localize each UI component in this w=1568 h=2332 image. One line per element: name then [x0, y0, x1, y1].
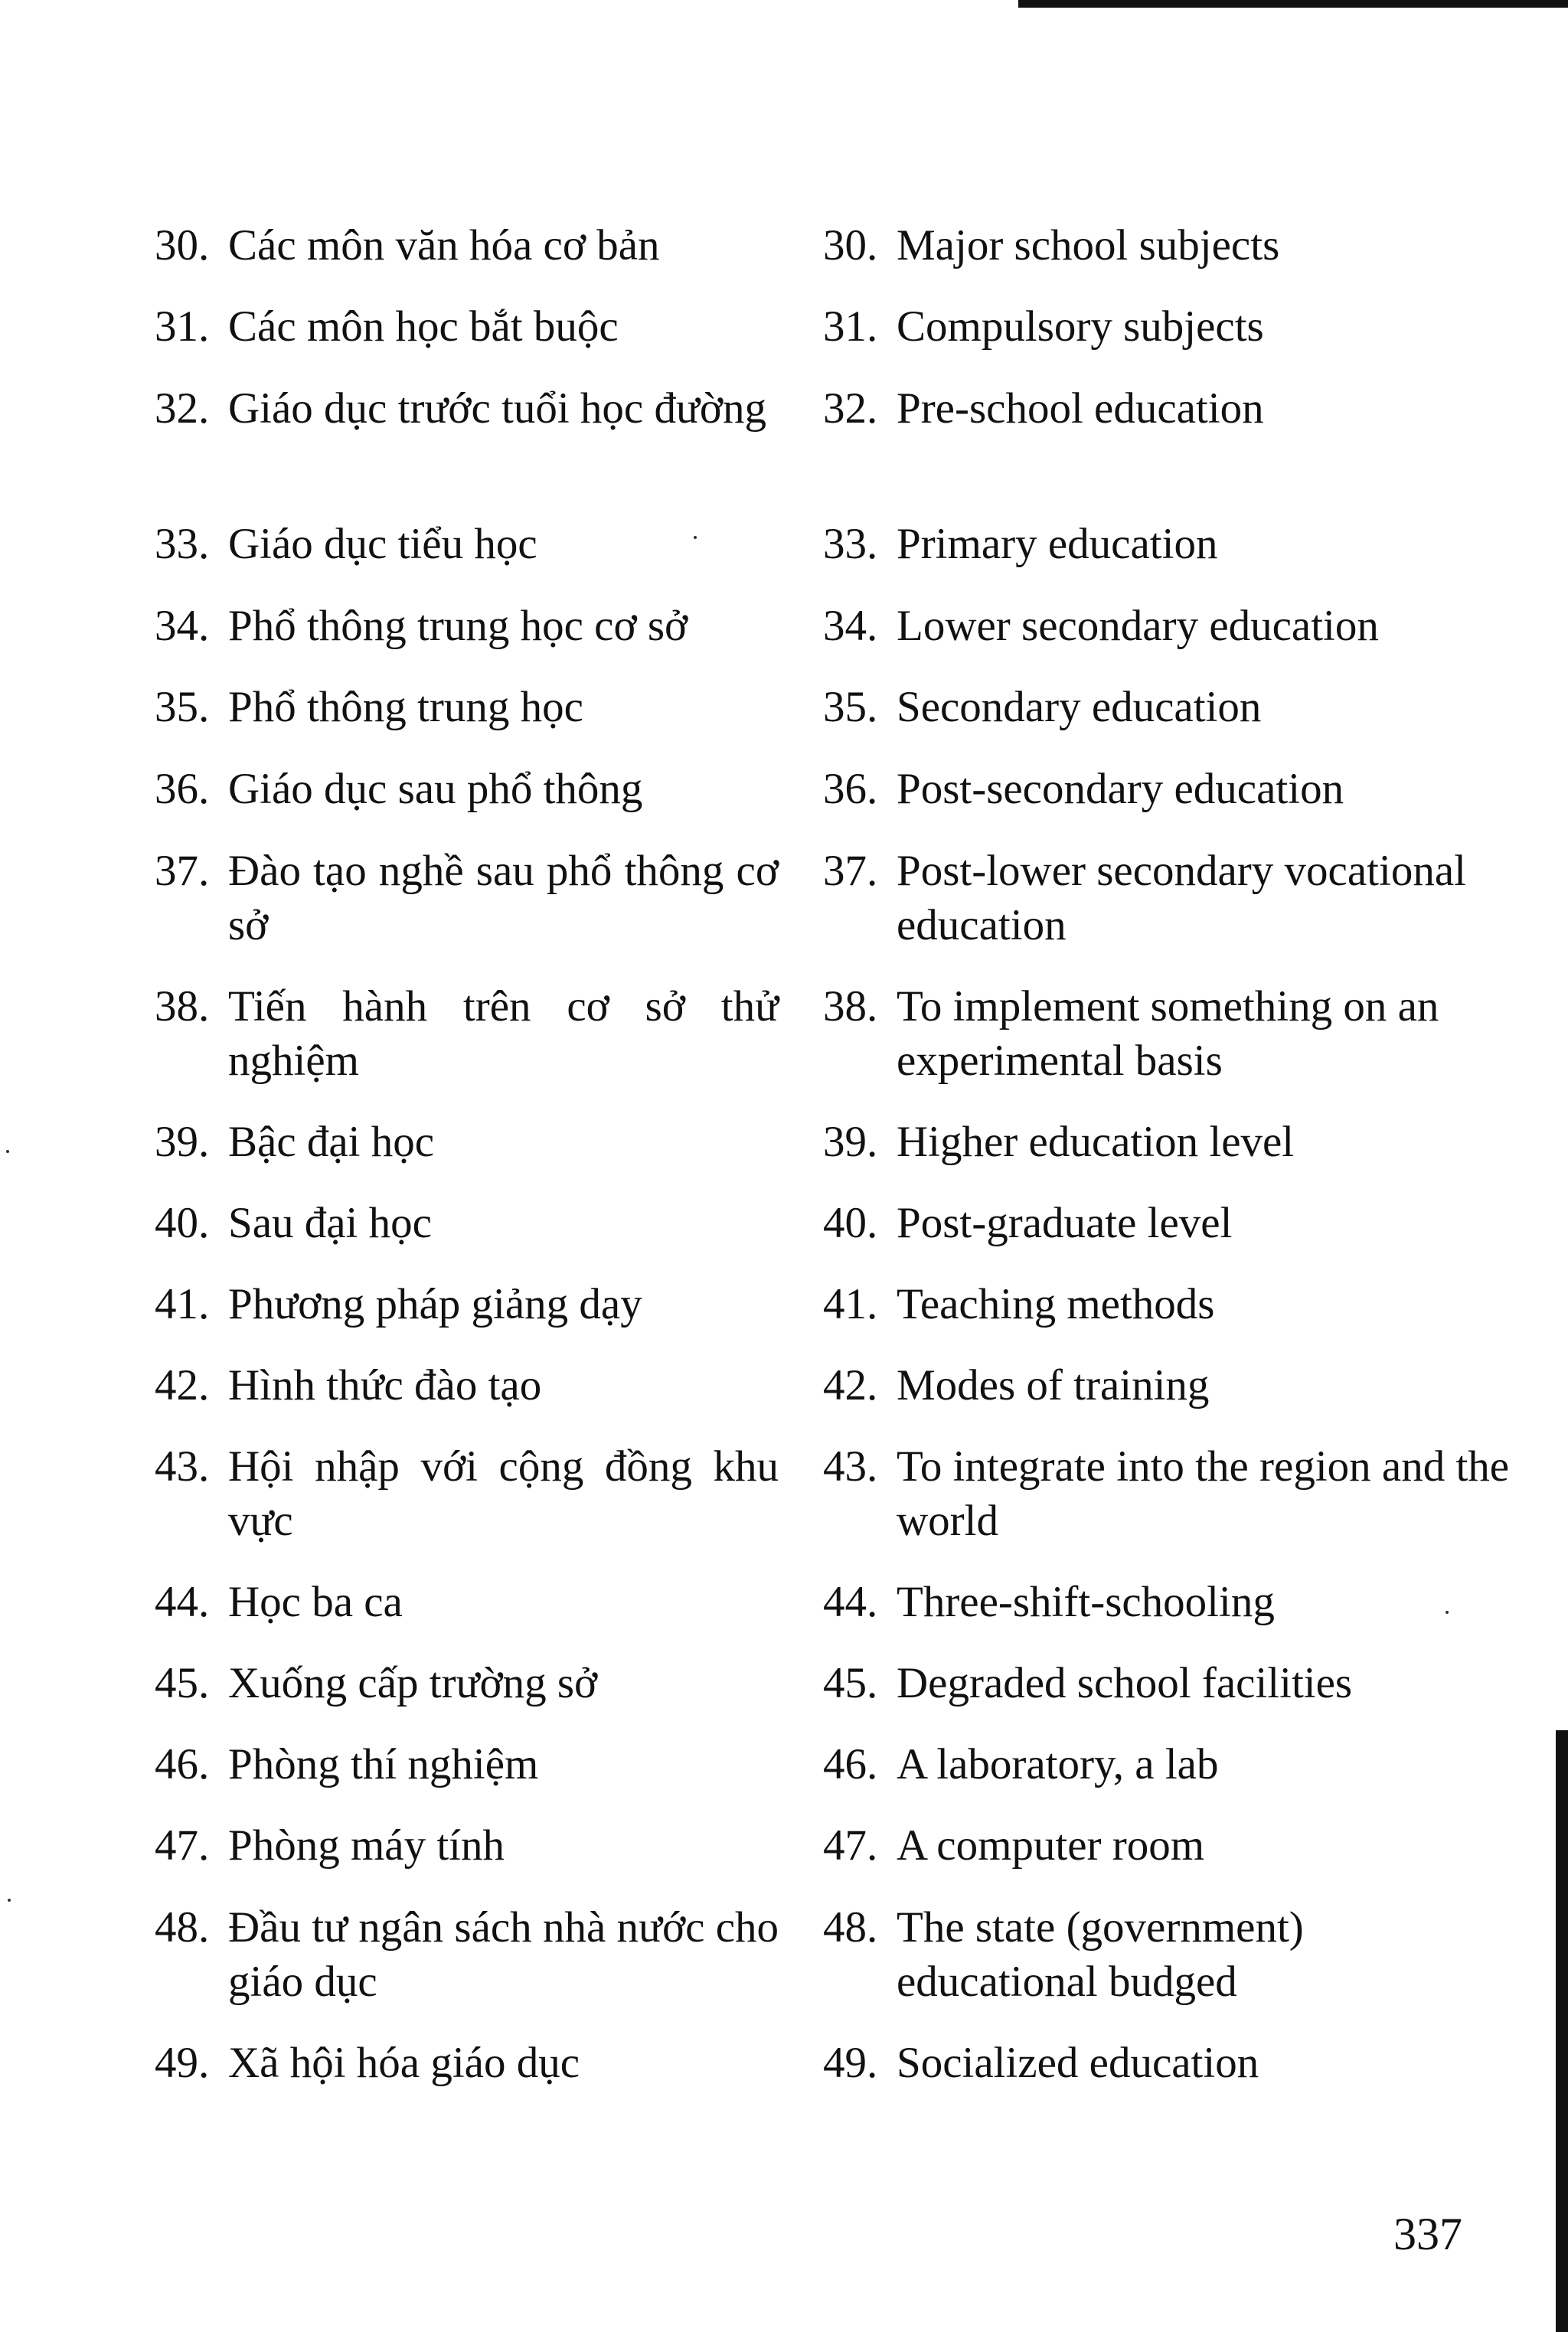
vietnamese-text: Phổ thông trung học — [228, 683, 583, 731]
english-text: Post-lower secondary vocational education — [897, 847, 1466, 949]
entry-number: 47. — [823, 1821, 878, 1870]
entry-number: 34. — [823, 602, 878, 650]
vietnamese-term — [155, 1277, 779, 1331]
english-term — [823, 844, 1512, 952]
english-term — [823, 517, 1512, 571]
entry-number: 48. — [823, 1903, 878, 1951]
english-text: Socialized education — [897, 2039, 1259, 2087]
english-term — [823, 599, 1512, 653]
english-term — [823, 2036, 1512, 2090]
english-term — [823, 1575, 1512, 1629]
entry-number: 45. — [155, 1659, 210, 1707]
english-term — [823, 1196, 1512, 1250]
english-text: Post-graduate level — [897, 1199, 1233, 1247]
vietnamese-term — [155, 680, 779, 734]
vietnamese-text: Bậc đại học — [228, 1118, 435, 1166]
vietnamese-term — [155, 1818, 779, 1873]
english-term — [823, 381, 1512, 436]
entry-number: 46. — [155, 1740, 210, 1788]
english-text: Post-secondary education — [897, 765, 1344, 813]
entry-number: 43. — [155, 1442, 210, 1491]
english-term — [823, 979, 1512, 1088]
entry-number: 48. — [155, 1903, 210, 1951]
entry-number: 40. — [823, 1199, 878, 1247]
entry-number: 30. — [155, 221, 210, 269]
english-term — [823, 1737, 1512, 1791]
entry-number: 33. — [155, 520, 210, 568]
vietnamese-term — [155, 1358, 779, 1413]
english-term — [823, 1439, 1512, 1548]
vietnamese-text: Phương pháp giảng dạy — [228, 1280, 642, 1328]
english-text: The state (government) educational budged — [897, 1903, 1304, 2006]
vietnamese-term — [155, 218, 779, 273]
vietnamese-term — [155, 299, 779, 354]
scan-speck — [6, 1150, 9, 1153]
scan-speck — [8, 1899, 11, 1902]
entry-number: 43. — [823, 1442, 878, 1491]
english-text: Lower secondary education — [897, 602, 1379, 650]
english-term — [823, 1115, 1512, 1169]
english-text: To integrate into the region and the world — [897, 1442, 1510, 1545]
english-term — [823, 299, 1512, 354]
entry-number: 37. — [823, 847, 878, 895]
entry-number: 46. — [823, 1740, 878, 1788]
english-term — [823, 1818, 1512, 1873]
entry-number: 32. — [155, 384, 210, 433]
vietnamese-term — [155, 1196, 779, 1250]
vietnamese-text: Đầu tư ngân sách nhà nước cho giáo dục — [228, 1903, 779, 2006]
vietnamese-text: Hình thức đào tạo — [228, 1361, 542, 1409]
english-text: A computer room — [897, 1821, 1205, 1870]
english-text: Teaching methods — [897, 1280, 1215, 1328]
english-term — [823, 1358, 1512, 1413]
vietnamese-text: Xuống cấp trường sở — [228, 1659, 598, 1707]
vietnamese-term — [155, 599, 779, 653]
entry-number: 44. — [155, 1578, 210, 1626]
entry-number: 31. — [155, 302, 210, 351]
entry-number: 36. — [823, 765, 878, 813]
entry-number: 42. — [155, 1361, 210, 1409]
entry-number: 32. — [823, 384, 878, 433]
english-term — [823, 1656, 1512, 1710]
entry-number: 40. — [155, 1199, 210, 1247]
vietnamese-text: Phòng máy tính — [228, 1821, 505, 1870]
entry-number: 38. — [823, 982, 878, 1030]
vietnamese-text: Giáo dục trước tuổi học đường — [228, 384, 767, 433]
vietnamese-term — [155, 1737, 779, 1791]
english-text: Compulsory subjects — [897, 302, 1264, 351]
vietnamese-text: Tiến hành trên cơ sở thử nghiệm — [228, 982, 779, 1085]
vietnamese-text: Phòng thí nghiệm — [228, 1740, 539, 1788]
entry-number: 42. — [823, 1361, 878, 1409]
vietnamese-term — [155, 1656, 779, 1710]
vietnamese-term — [155, 1115, 779, 1169]
entry-number: 37. — [155, 847, 210, 895]
english-text: To implement something on an experimental basis — [897, 982, 1439, 1085]
english-text: Major school subjects — [897, 221, 1280, 269]
english-term — [823, 1900, 1512, 2009]
vietnamese-term — [155, 1900, 779, 2009]
vietnamese-text: Hội nhập với cộng đồng khu vực — [228, 1442, 779, 1545]
entry-number: 49. — [823, 2039, 878, 2087]
vietnamese-text: Giáo dục sau phổ thông — [228, 765, 643, 813]
vietnamese-term — [155, 517, 779, 571]
page-number: 337 — [1393, 2209, 1462, 2259]
english-term — [823, 1277, 1512, 1331]
entry-number: 35. — [823, 683, 878, 731]
english-text: Secondary education — [897, 683, 1262, 731]
vietnamese-term — [155, 762, 779, 816]
vietnamese-text: Đào tạo nghề sau phổ thông cơ sở — [228, 847, 779, 949]
vietnamese-term — [155, 2036, 779, 2090]
vietnamese-term — [155, 979, 779, 1088]
entry-number: 33. — [823, 520, 878, 568]
entry-number: 45. — [823, 1659, 878, 1707]
vietnamese-text: Học ba ca — [228, 1578, 403, 1626]
entry-number: 39. — [155, 1118, 210, 1166]
english-text: Higher education level — [897, 1118, 1295, 1166]
entry-number: 30. — [823, 221, 878, 269]
vietnamese-text: Sau đại học — [228, 1199, 432, 1247]
vietnamese-text: Giáo dục tiểu học — [228, 520, 537, 568]
vietnamese-text: Xã hội hóa giáo dục — [228, 2039, 580, 2087]
english-text: Pre-school education — [897, 384, 1264, 433]
entry-number: 39. — [823, 1118, 878, 1166]
english-term — [823, 680, 1512, 734]
entry-number: 38. — [155, 982, 210, 1030]
vietnamese-text: Các môn văn hóa cơ bản — [228, 221, 660, 269]
english-term — [823, 218, 1512, 273]
vietnamese-text: Các môn học bắt buộc — [228, 302, 619, 351]
top-edge-rule — [1018, 0, 1568, 8]
vietnamese-term — [155, 844, 779, 952]
entry-number: 49. — [155, 2039, 210, 2087]
entry-number: 41. — [823, 1280, 878, 1328]
english-text: Modes of training — [897, 1361, 1210, 1409]
vietnamese-text: Phổ thông trung học cơ sở — [228, 602, 688, 650]
entry-number: 41. — [155, 1280, 210, 1328]
english-text: A laboratory, a lab — [897, 1740, 1219, 1788]
vietnamese-term — [155, 381, 779, 436]
entry-number: 36. — [155, 765, 210, 813]
entry-number: 44. — [823, 1578, 878, 1626]
right-edge-rule — [1556, 1730, 1568, 2332]
entry-number: 35. — [155, 683, 210, 731]
entry-number: 47. — [155, 1821, 210, 1870]
entry-number: 31. — [823, 302, 878, 351]
english-text: Degraded school facilities — [897, 1659, 1353, 1707]
entry-number: 34. — [155, 602, 210, 650]
vietnamese-term — [155, 1439, 779, 1548]
english-text: Three-shift-schooling — [897, 1578, 1275, 1626]
vietnamese-term — [155, 1575, 779, 1629]
english-term — [823, 762, 1512, 816]
english-text: Primary education — [897, 520, 1218, 568]
